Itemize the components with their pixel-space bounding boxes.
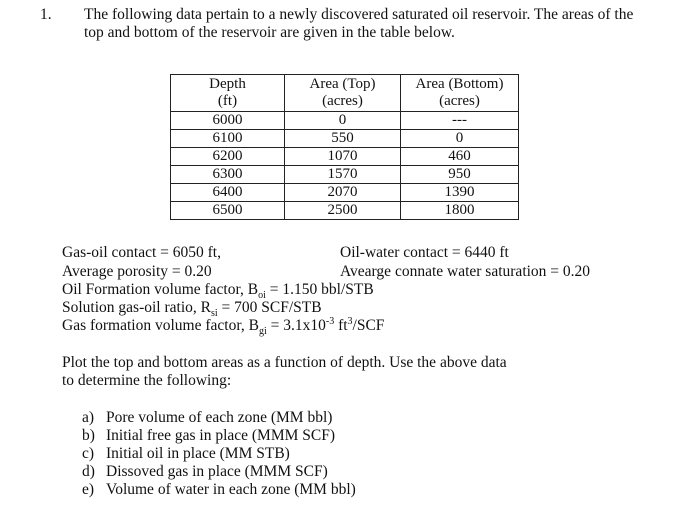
instructions-line1: Plot the top and bottom areas as a function of depth. Use the above data (62, 354, 507, 371)
table-row (171, 202, 519, 220)
gas-formation-volume-factor (62, 316, 384, 335)
list-item (82, 426, 356, 444)
cell-area-top: 550 (285, 130, 401, 148)
header-area-bottom-unit: (acres) (439, 93, 480, 109)
header-area-top-label: Area (Top) (309, 76, 376, 92)
list-item (82, 408, 356, 426)
task-text: Dissoved gas in place (MMM SCF) (106, 463, 328, 480)
cell-area-bottom: 1800 (401, 202, 519, 220)
cell-depth: 6100 (171, 130, 285, 148)
header-area-bottom (401, 75, 519, 112)
cell-area-top: 1570 (285, 166, 401, 184)
cell-depth: 6500 (171, 202, 285, 220)
cell-area-top: 2070 (285, 184, 401, 202)
table-row (171, 130, 519, 148)
gas-oil-contact: Gas-oil contact = 6050 ft, (62, 244, 221, 261)
question-number: 1. (40, 6, 52, 23)
task-text: Pore volume of each zone (MM bbl) (106, 409, 333, 426)
rsi-subscript: si (210, 308, 218, 319)
solution-gas-oil-ratio (62, 298, 322, 317)
task-letter: e) (82, 481, 95, 498)
list-item (82, 462, 356, 480)
list-item (82, 444, 356, 462)
connate-water-saturation: Avearge connate water saturation = 0.20 (340, 263, 591, 280)
task-letter: c) (82, 445, 95, 462)
oil-water-contact: Oil-water contact = 6440 ft (340, 244, 509, 261)
header-area-top-unit: (acres) (322, 93, 363, 109)
header-depth (171, 75, 285, 112)
cell-area-bottom: --- (401, 112, 519, 130)
cell-depth: 6300 (171, 166, 285, 184)
bgi-unit-exponent: 3 (347, 316, 353, 327)
task-text: Initial oil in place (MM STB) (106, 445, 290, 462)
cell-area-top: 0 (285, 112, 401, 130)
bgi-value: = 3.1x10 (266, 317, 326, 334)
cell-area-top: 2500 (285, 202, 401, 220)
cell-depth: 6200 (171, 148, 285, 166)
task-list (82, 408, 356, 498)
header-area-bottom-label: Area (Bottom) (415, 76, 504, 92)
rsi-label: Solution gas-oil ratio, R (62, 299, 211, 316)
table-row (171, 112, 519, 130)
table-row (171, 166, 519, 184)
bgi-subscript: gi (258, 326, 267, 337)
cell-area-bottom: 950 (401, 166, 519, 184)
cell-area-top: 1070 (285, 148, 401, 166)
oil-formation-volume-factor (62, 280, 374, 299)
bgi-exponent: -3 (325, 316, 335, 327)
header-depth-unit: (ft) (217, 93, 238, 109)
reservoir-area-table (170, 74, 519, 220)
question-text-line2: top and bottom of the reservoir are given in the table below. (84, 24, 455, 41)
task-text: Initial free gas in place (MMM SCF) (106, 427, 336, 444)
instructions-line2: to determine the following: (62, 372, 232, 389)
question-text-line1: The following data pertain to a newly discovered saturated oil reservoir. The areas of the (84, 6, 634, 23)
header-depth-label: Depth (209, 76, 246, 92)
average-porosity: Average porosity = 0.20 (62, 263, 212, 280)
task-letter: b) (82, 427, 95, 444)
rsi-value: = 700 SCF/STB (217, 299, 322, 316)
cell-area-bottom: 1390 (401, 184, 519, 202)
bgi-label: Gas formation volume factor, B (62, 317, 259, 334)
cell-area-bottom: 460 (401, 148, 519, 166)
table-row (171, 184, 519, 202)
fvf-subscript: oi (258, 290, 266, 301)
task-letter: a) (82, 409, 95, 426)
fvf-label: Oil Formation volume factor, B (62, 281, 259, 298)
task-text: Volume of water in each zone (MM bbl) (106, 481, 356, 498)
fvf-value: = 1.150 bbl/STB (265, 281, 374, 298)
cell-depth: 6400 (171, 184, 285, 202)
task-letter: d) (82, 463, 95, 480)
table-header-row (171, 75, 519, 112)
cell-depth: 6000 (171, 112, 285, 130)
header-area-top (285, 75, 401, 112)
bgi-unit: ft (334, 317, 348, 334)
table-row (171, 148, 519, 166)
list-item (82, 480, 356, 498)
cell-area-bottom: 0 (401, 130, 519, 148)
bgi-unit-tail: /SCF (352, 317, 385, 334)
